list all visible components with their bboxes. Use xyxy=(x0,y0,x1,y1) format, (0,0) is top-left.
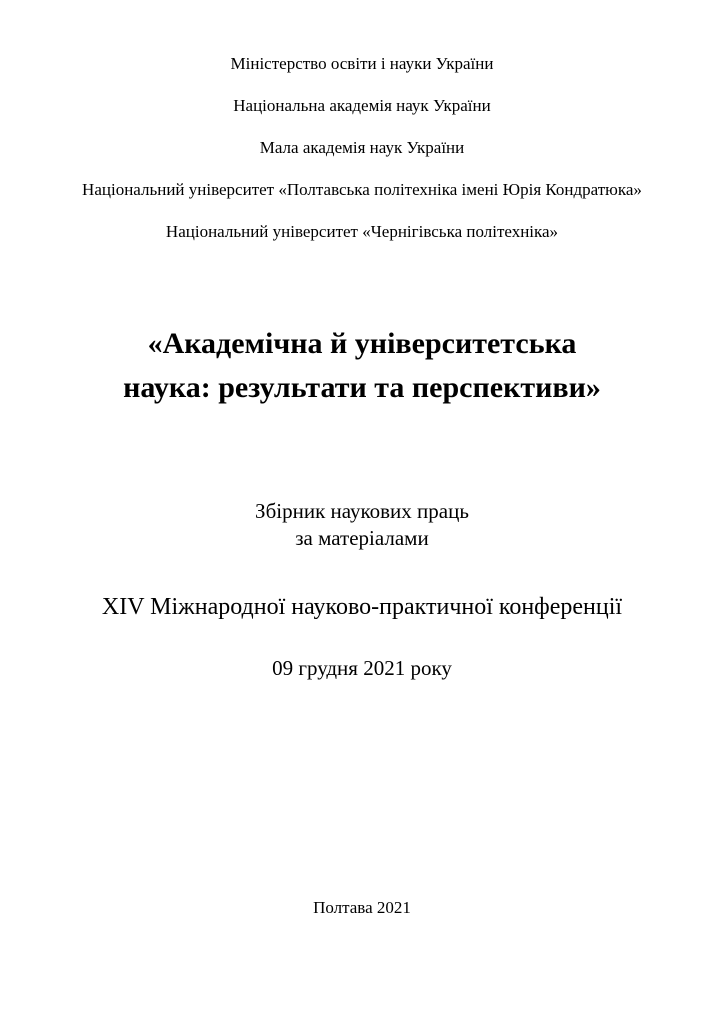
org-line-small-academy: Мала академія наук України xyxy=(259,138,465,157)
org-line-ministry: Міністерство освіти і науки України xyxy=(230,54,494,73)
conference-date: 09 грудня 2021 року xyxy=(272,656,452,680)
org-line-national-academy: Національна академія наук України xyxy=(233,96,491,115)
proceedings-subtitle-line-2: за матеріалами xyxy=(295,526,429,550)
conference-title-line-2: наука: результати та перспективи» xyxy=(123,371,601,404)
organizations-header xyxy=(82,54,642,264)
proceedings-subtitle-line-1: Збірник наукових праць xyxy=(255,499,469,523)
conference-title xyxy=(123,322,601,410)
publication-place-year: Полтава 2021 xyxy=(313,898,411,917)
org-line-poltava-university: Національний університет «Полтавська політехніка імені Юрія Кондратюка» xyxy=(82,180,642,199)
conference-edition-label: XIV Міжнародної науково-практичної конференції xyxy=(101,594,623,620)
org-line-chernihiv-university: Національний університет «Чернігівська політехніка» xyxy=(165,222,559,241)
proceedings-subtitle xyxy=(255,498,469,552)
conference-title-line-1: «Академічна й університетська xyxy=(147,327,577,360)
